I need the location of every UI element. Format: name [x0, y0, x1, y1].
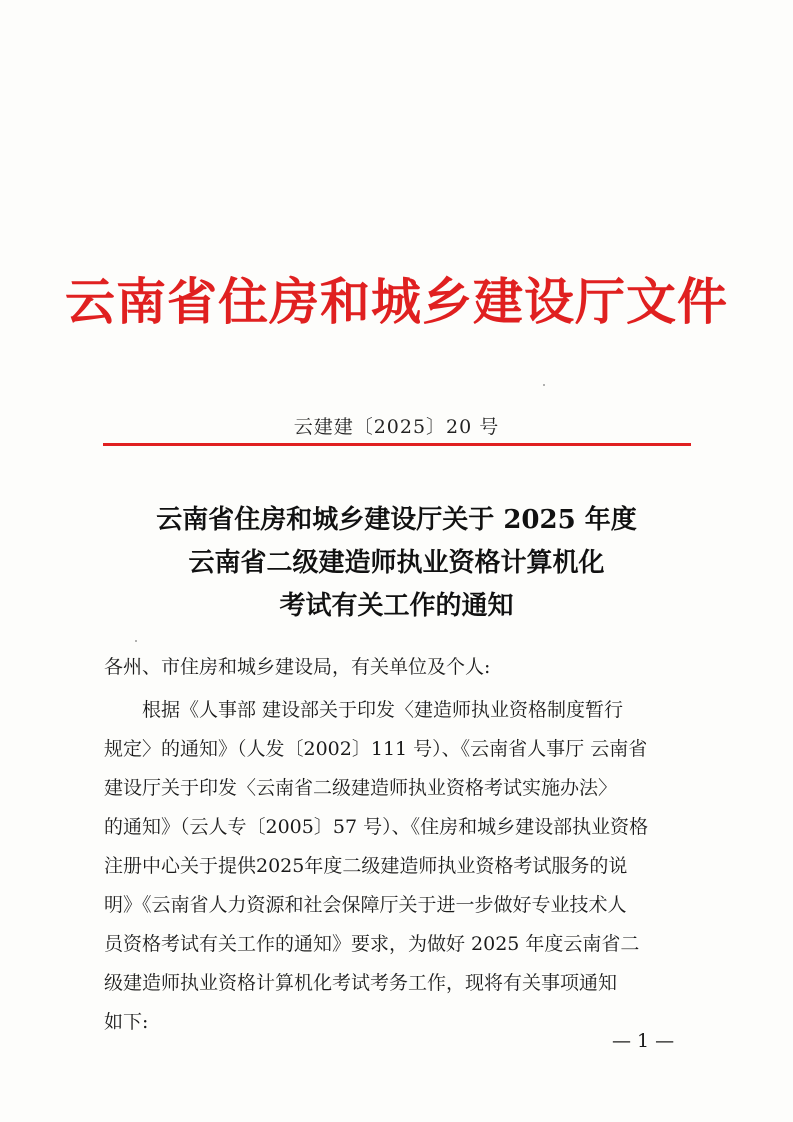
body-line: 注册中心关于提供2025年度二级建造师执业资格考试服务的说	[104, 855, 628, 877]
document-number: 云建建〔2025〕20 号	[293, 416, 500, 438]
scan-speck	[543, 384, 545, 386]
body-line: 如下:	[104, 1011, 149, 1033]
body-line: 员资格考试有关工作的通知》要求，为做好 2025 年度云南省二	[104, 933, 640, 955]
page-number: — 1 —	[612, 1030, 675, 1052]
salutation-line: 各州、市住房和城乡建设局，有关单位及个人:	[104, 656, 491, 678]
agency-header-title: 云南省住房和城乡建设厅文件	[65, 272, 728, 331]
title-line-3: 考试有关工作的通知	[279, 591, 514, 621]
body-line: 级建造师执业资格计算机化考试考务工作，现将有关事项通知	[104, 972, 618, 994]
document-title	[0, 499, 793, 628]
red-divider-rule	[103, 443, 691, 446]
body-line: 建设厅关于印发〈云南省二级建造师执业资格考试实施办法〉	[104, 777, 618, 799]
title-line-1: 云南省住房和城乡建设厅关于 2025 年度	[156, 505, 637, 535]
body-line: 的通知》（云人专〔2005〕57 号）、《住房和城乡建设部执业资格	[104, 816, 649, 838]
body-line: 明》《云南省人力资源和社会保障厅关于进一步做好专业技术人	[104, 894, 627, 916]
body-line: 规定〉的通知》（人发〔2002〕111 号）、《云南省人事厅 云南省	[104, 738, 648, 760]
body-line: 根据《人事部 建设部关于印发〈建造师执业资格制度暂行	[142, 699, 624, 721]
scan-speck	[135, 640, 137, 642]
title-line-2: 云南省二级建造师执业资格计算机化	[188, 548, 605, 578]
body-text	[104, 691, 688, 1042]
